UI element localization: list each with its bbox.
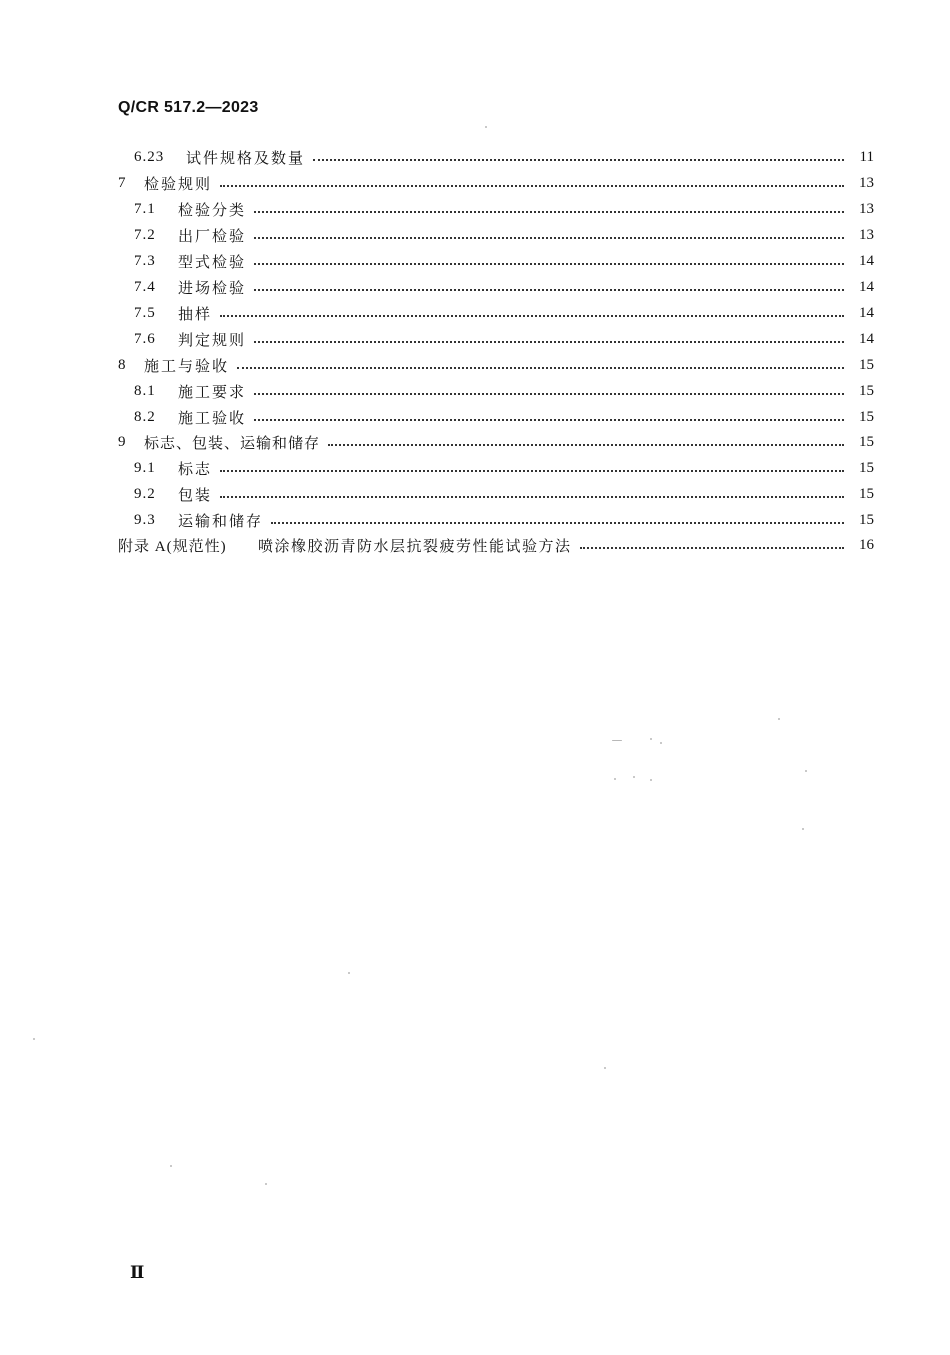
- scan-speck: [265, 1183, 267, 1185]
- toc-entry-9-2[interactable]: [134, 483, 874, 505]
- toc-entry-9-3[interactable]: [134, 509, 874, 531]
- toc-leader-dots: [254, 263, 844, 265]
- toc-number: 8.1: [134, 382, 156, 399]
- scan-speck: [33, 1038, 35, 1040]
- toc-title: 进场检验: [178, 280, 247, 297]
- toc-page-number: 11: [859, 148, 874, 165]
- toc-number: 9.3: [134, 511, 156, 528]
- toc-entry-7-5[interactable]: [134, 302, 874, 324]
- toc-number: 6.23: [134, 148, 165, 165]
- scan-speck: [348, 972, 350, 974]
- toc-page-number: 13: [859, 200, 874, 217]
- toc-entry-8-2[interactable]: [134, 406, 874, 428]
- toc-title: 标志、包装、运输和储存: [144, 435, 321, 452]
- toc-number: 9.2: [134, 485, 156, 502]
- toc-page-number: 14: [859, 252, 874, 269]
- toc-page-number: 15: [859, 485, 874, 502]
- toc-leader-dots: [237, 367, 844, 369]
- toc-title: 抽样: [178, 306, 213, 323]
- toc-leader-dots: [220, 315, 844, 317]
- toc-number: 8: [118, 356, 127, 373]
- scan-speck: [633, 776, 635, 778]
- page-number: Ⅱ: [130, 1263, 145, 1282]
- toc-number: 7.2: [134, 226, 156, 243]
- toc-page-number: 15: [859, 408, 874, 425]
- toc-leader-dots: [313, 159, 844, 161]
- toc-title: 检验分类: [178, 202, 247, 219]
- toc-entry-9[interactable]: [118, 431, 874, 453]
- toc-page-number: 14: [859, 330, 874, 347]
- toc-title: 检验规则: [144, 176, 213, 193]
- toc-number: 9.1: [134, 459, 156, 476]
- toc-title: 运输和储存: [178, 513, 264, 530]
- toc-title: 包装: [178, 487, 213, 504]
- toc-page-number: 15: [859, 459, 874, 476]
- toc-leader-dots: [220, 470, 844, 472]
- scan-speck: [650, 779, 652, 781]
- scan-speck: [805, 770, 807, 772]
- toc-leader-dots: [271, 522, 844, 524]
- toc-leader-dots: [580, 547, 844, 549]
- toc-number: 附录 A(规范性): [118, 538, 227, 555]
- toc-leader-dots: [254, 211, 844, 213]
- toc-entry-7-4[interactable]: [134, 276, 874, 298]
- toc-title: 标志: [178, 461, 213, 478]
- toc-page-number: 13: [859, 174, 874, 191]
- toc-number: 7.3: [134, 252, 156, 269]
- toc-entry-7[interactable]: [118, 172, 874, 194]
- scan-speck: [614, 778, 616, 780]
- toc-entry-7-6[interactable]: [134, 328, 874, 350]
- toc-page-number: 16: [859, 536, 874, 553]
- toc-page-number: 15: [859, 511, 874, 528]
- toc-title: 试件规格及数量: [186, 150, 306, 167]
- toc-page-number: 13: [859, 226, 874, 243]
- toc-page-number: 14: [859, 278, 874, 295]
- toc-number: 8.2: [134, 408, 156, 425]
- toc-leader-dots: [254, 419, 844, 421]
- toc-entry-7-3[interactable]: [134, 250, 874, 272]
- toc-entry-9-1[interactable]: [134, 457, 874, 479]
- scan-speck: [660, 742, 662, 744]
- toc-title: 施工要求: [178, 384, 247, 401]
- scan-speck: [802, 828, 804, 830]
- toc-page-number: 15: [859, 382, 874, 399]
- toc-number: 7.5: [134, 304, 156, 321]
- toc-entry-8-1[interactable]: [134, 380, 874, 402]
- toc-entry-annex-a[interactable]: [118, 534, 874, 556]
- toc-leader-dots: [220, 496, 844, 498]
- toc-title: 施工验收: [178, 410, 247, 427]
- toc-entry-8[interactable]: [118, 354, 874, 376]
- toc-title: 施工与验收: [144, 358, 230, 375]
- scan-speck: [612, 740, 622, 741]
- toc-leader-dots: [254, 237, 844, 239]
- toc-number: 7.4: [134, 278, 156, 295]
- toc-number: 9: [118, 433, 127, 450]
- toc-number: 7.1: [134, 200, 156, 217]
- toc-entry-7-2[interactable]: [134, 224, 874, 246]
- scan-speck: [650, 738, 652, 740]
- toc-leader-dots: [328, 444, 844, 446]
- toc-leader-dots: [220, 185, 844, 187]
- toc-number: 7: [118, 174, 127, 191]
- scan-speck: [604, 1067, 606, 1069]
- toc-page-number: 15: [859, 356, 874, 373]
- toc-page-number: 14: [859, 304, 874, 321]
- toc-title: 喷涂橡胶沥青防水层抗裂疲劳性能试验方法: [258, 538, 572, 555]
- toc-entry-6-23[interactable]: [134, 146, 874, 168]
- toc-title: 型式检验: [178, 254, 247, 271]
- toc-title: 出厂检验: [178, 228, 247, 245]
- scan-speck: [170, 1165, 172, 1167]
- scan-speck: [485, 126, 487, 128]
- toc-number: 7.6: [134, 330, 156, 347]
- toc-title: 判定规则: [178, 332, 247, 349]
- toc-leader-dots: [254, 289, 844, 291]
- toc-leader-dots: [254, 341, 844, 343]
- scan-speck: [778, 718, 780, 720]
- toc-leader-dots: [254, 393, 844, 395]
- document-code: Q/CR 517.2—2023: [118, 99, 259, 116]
- toc-entry-7-1[interactable]: [134, 198, 874, 220]
- toc-page-number: 15: [859, 433, 874, 450]
